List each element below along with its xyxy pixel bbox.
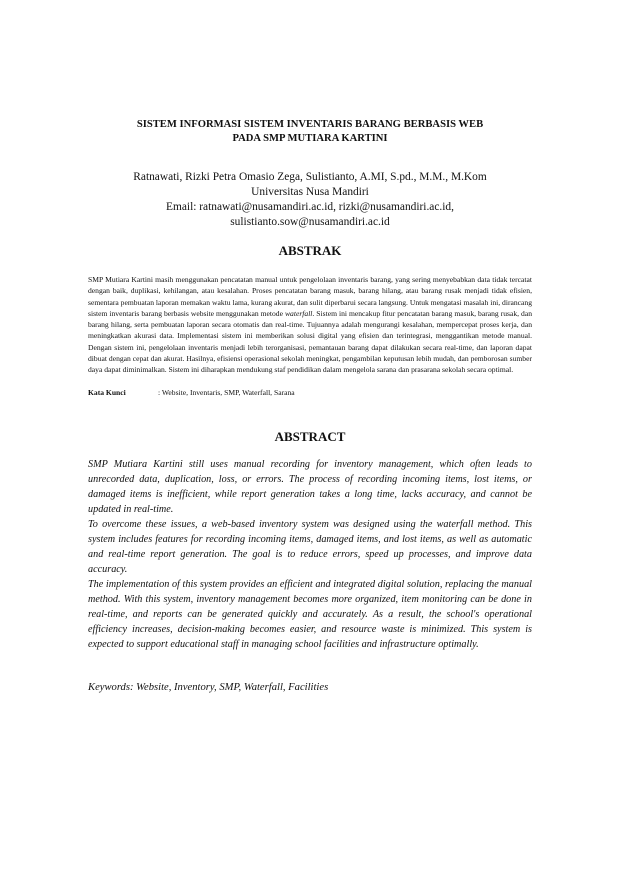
- title-line-1: SISTEM INFORMASI SISTEM INVENTARIS BARANG BERBASIS WEB: [136, 119, 484, 130]
- kata-kunci: [88, 388, 532, 397]
- kata-kunci-value: : Website, Inventaris, SMP, Waterfall, Sarana: [158, 387, 295, 397]
- author-names: Ratnawati, Rizki Petra Omasio Zega, Sulistianto, A.MI, S.pd., M.M., M.Kom: [133, 171, 487, 183]
- email-line-1: Email: ratnawati@nusamandiri.ac.id, rizki@nusamandiri.ac.id,: [166, 201, 454, 213]
- paper-title: [88, 118, 532, 146]
- abstract-paragraph-2: To overcome these issues, a web-based inventory system was designed using the waterfall method. This system includes features for recording incoming items, damaged items, and lost items, as well as automatic and real-time report generation. The goal is to reduce errors, speed up processes, and improve data accuracy.: [88, 518, 532, 575]
- affiliation: Universitas Nusa Mandiri: [251, 186, 369, 198]
- kata-kunci-label: Kata Kunci: [88, 387, 126, 397]
- email-line-2: sulistianto.sow@nusamandiri.ac.id: [230, 216, 390, 228]
- abstrak-text: [88, 274, 532, 376]
- abstrak-italic-term: waterfall: [284, 308, 313, 318]
- abstrak-heading: ABSTRAK: [278, 243, 342, 258]
- abstract-heading: ABSTRACT: [274, 428, 346, 444]
- paper-page: [88, 118, 532, 693]
- title-line-2: PADA SMP MUTIARA KARTINI: [232, 133, 388, 144]
- abstrak-text-part-2: . Sistem ini mencakup fitur pencatatan barang masuk, barang rusak, dan barang hilang, serta pembuatan laporan secara otomatis dan real-time. Tujuannya adalah mengurangi kesalahan, mempercepat proses kerja, dan meningkatkan akurasi data. Implementasi sistem ini memberikan solusi digital yang efisien dan terintegrasi, menggantikan metode manual. Dengan sistem ini, pengelolaan inventaris menjadi lebih terorganisasi, pemantauan barang dapat dilakukan secara real-time, dan laporan dapat dibuat dengan cepat dan akurat. Hasilnya, efisiensi operasional sekolah meningkat, pengambilan keputusan lebih mudah, dan pemborosan sumber daya dapat diminimalkan. Sistem ini diharapkan mendukung staf pendidikan dalam mengelola sarana dan prasarana sekolah secara optimal.: [88, 308, 532, 375]
- abstract-paragraph-3: The implementation of this system provides an efficient and integrated digital solution, replacing the manual method. With this system, inventory management becomes more organized, item monitoring can be done in real-time, and reports can be generated quickly and accurately. As a result, the school's operational efficiency increases, decision-making becomes easier, and resource waste is minimized. This system is expected to support educational staff in managing school facilities and infrastructure optimally.: [88, 578, 532, 650]
- abstrak-text-part-1: SMP Mutiara Kartini masih menggunakan pencatatan manual untuk pengelolaan inventaris barang, yang sering menyebabkan data tidak tercatat dengan baik, duplikasi, kehilangan, atau kesalahan. Proses pencatatan barang masuk, barang hilang, atau barang rusak menjadi tidak efisien, sementara pembuatan laporan memakan waktu lama, kurang akurat, dan sulit diperbarui secara langsung. Untuk mengatasi masalah ini, dirancang sistem inventaris barang berbasis website menggunakan metode: [88, 275, 532, 318]
- author-block: [88, 170, 532, 230]
- abstract-text: [88, 457, 532, 652]
- keywords-english: Keywords: Website, Inventory, SMP, Waterfall, Facilities: [88, 681, 329, 693]
- abstract-paragraph-1: SMP Mutiara Kartini still uses manual recording for inventory management, which often leads to unrecorded data, duplication, loss, or errors. The process of recording incoming items, lost items, or damaged items is inefficient, while report generation takes a long time, lacks accuracy, and cannot be updated in real-time.: [88, 458, 532, 515]
